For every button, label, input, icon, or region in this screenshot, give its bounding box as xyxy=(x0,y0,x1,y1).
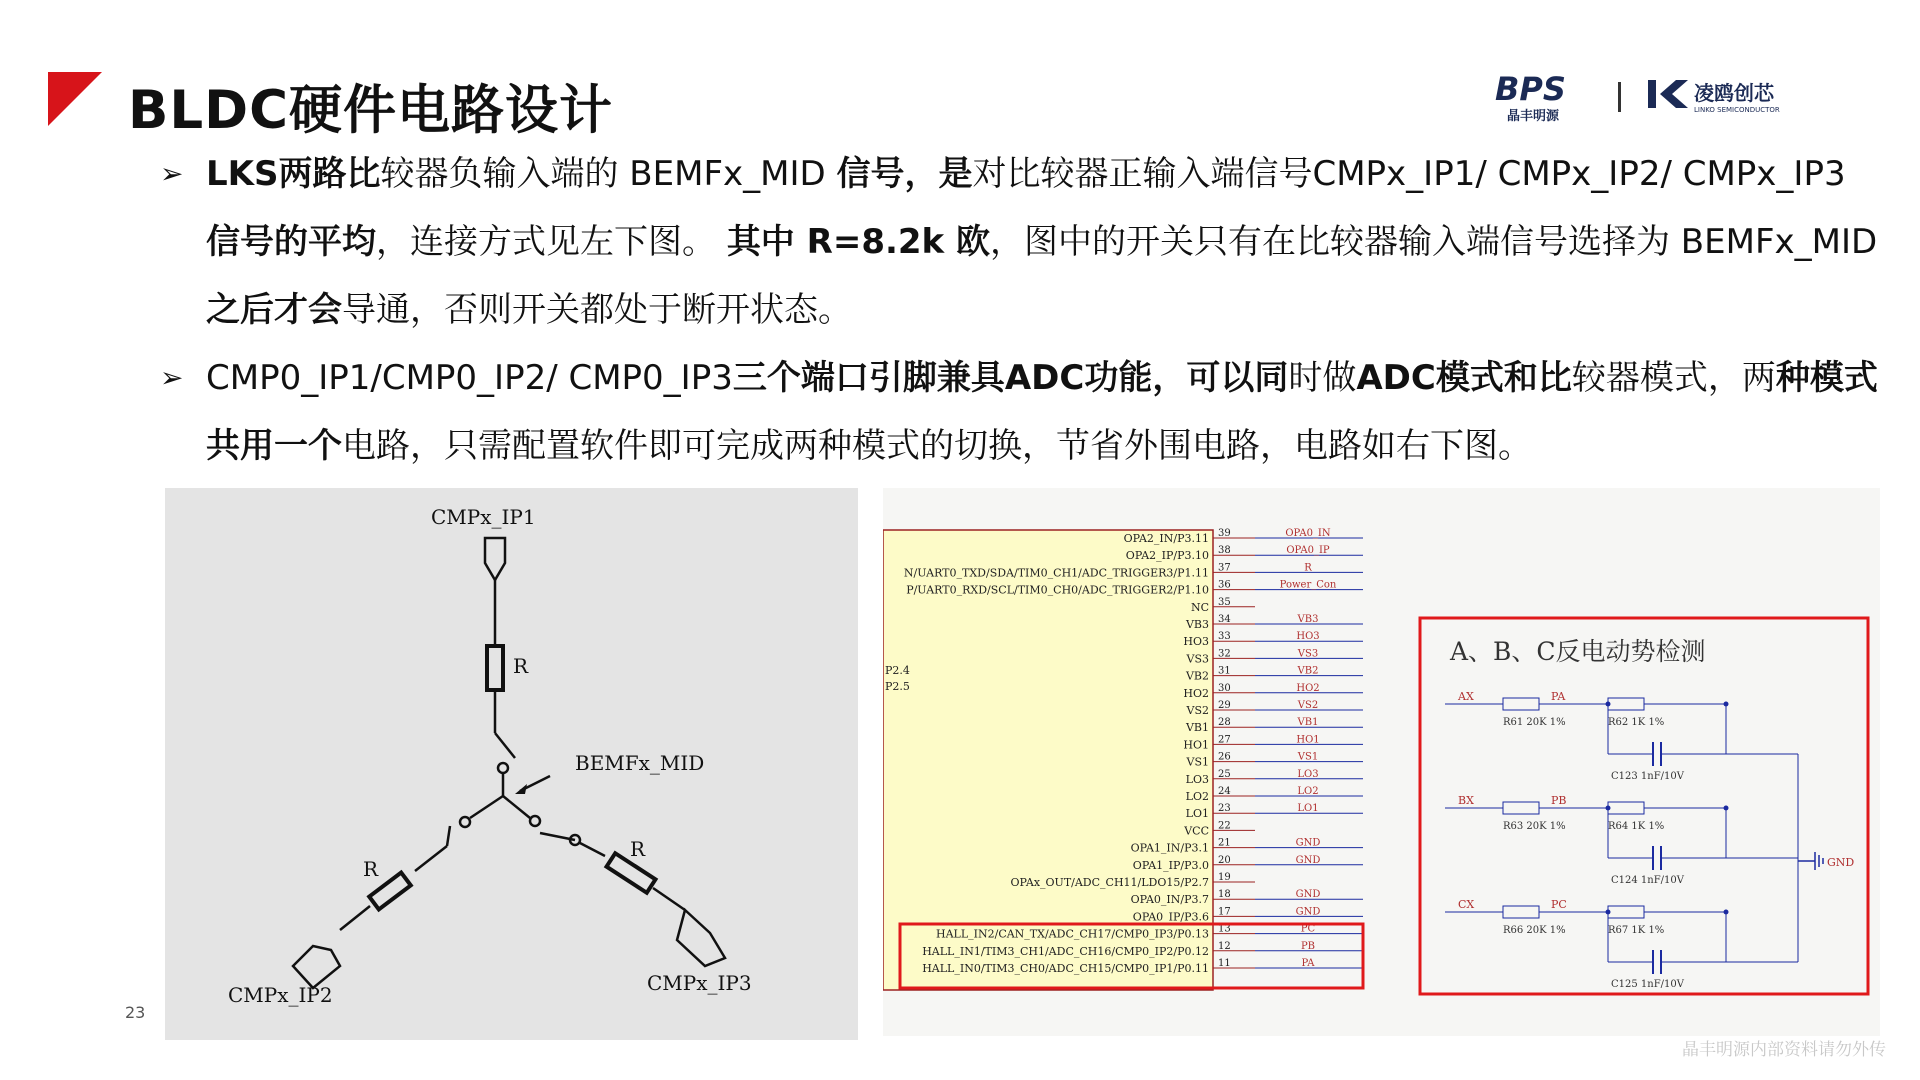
net-label: GND xyxy=(1295,889,1321,901)
pin-number: 23 xyxy=(1218,803,1231,815)
bullet-2 xyxy=(160,344,1880,480)
pin-label: VCC xyxy=(1184,824,1209,838)
resistor-1k xyxy=(1608,698,1644,710)
pin-label: NC xyxy=(1190,600,1209,614)
pin-number: 36 xyxy=(1218,579,1231,591)
junction-dot xyxy=(1606,806,1611,811)
junction-dot xyxy=(1724,910,1729,915)
pin-number: 32 xyxy=(1218,648,1231,660)
resistor-1k xyxy=(1608,802,1644,814)
net-label: PA xyxy=(1301,958,1315,969)
resistor-top xyxy=(487,646,503,690)
junction-dot xyxy=(1724,806,1729,811)
label-cmpx-ip1: CMPx_IP1 xyxy=(431,505,536,529)
net-label: GND xyxy=(1295,906,1321,918)
pin-number: 30 xyxy=(1218,682,1231,694)
capacitor-label: C124 1nF/10V xyxy=(1611,875,1684,886)
bemf-input-label: BX xyxy=(1458,794,1474,807)
net-label: GND xyxy=(1295,854,1321,866)
net-label: LO2 xyxy=(1297,786,1319,797)
net-label: PC xyxy=(1300,923,1316,935)
bps-logo xyxy=(1493,70,1603,126)
svg-text:LINKO SEMICONDUCTOR: LINKO SEMICONDUCTOR xyxy=(1694,106,1780,114)
bullet-1-text: LKS两路比较器负输入端的 BEMFx_MID 信号，是对比较器正输入端信号CMPx_IP1/ CMPx_IP2/ CMPx_IP3 信号的平均，连接方式见左下图。 其中 R=8.2k 欧，图中的开关只有在比较器输入端信号选择为 BEMFx_MID 之后才会导通，否则开关都处于断开状态。 xyxy=(206,154,1878,330)
bullet-list xyxy=(160,140,1880,480)
pin-number: 17 xyxy=(1218,906,1231,918)
bemf-net-label: PC xyxy=(1551,898,1567,911)
label-r-right: R xyxy=(630,837,646,861)
resistor-1k-label: R62 1K 1% xyxy=(1608,717,1665,728)
pin-label: HO1 xyxy=(1183,738,1209,752)
net-label: VS2 xyxy=(1297,700,1319,711)
svg-text:BPS: BPS xyxy=(1495,70,1566,108)
resistor-20k-label: R66 20K 1% xyxy=(1503,925,1566,936)
net-label: OPA0_IN xyxy=(1285,528,1331,539)
pin-number: 21 xyxy=(1218,837,1231,849)
pin-label: OPA0_IN/P3.7 xyxy=(1130,893,1209,907)
arrow-bullet-icon: ➢ xyxy=(160,157,184,190)
page-number: 23 xyxy=(125,1003,146,1022)
pin-label: OPA2_IP/P3.10 xyxy=(1125,549,1209,563)
ip3-connector xyxy=(677,910,725,966)
bemf-net-label: PA xyxy=(1551,690,1566,703)
switch-right xyxy=(540,833,575,840)
side-label-p24: P2.4 xyxy=(885,664,910,677)
pin-number: 37 xyxy=(1218,562,1231,574)
svg-text:晶丰明源: 晶丰明源 xyxy=(1507,109,1560,124)
label-bemfx-mid: BEMFx_MID xyxy=(575,751,705,775)
capacitor-label: C123 1nF/10V xyxy=(1611,771,1684,782)
ip1-connector xyxy=(485,538,505,580)
pin-number: 18 xyxy=(1218,889,1231,901)
net-label: VB3 xyxy=(1297,614,1319,625)
net-label: LO1 xyxy=(1297,803,1319,815)
lks-logo xyxy=(1648,78,1818,118)
net-label: LO3 xyxy=(1297,768,1319,780)
pin-number: 28 xyxy=(1218,717,1231,729)
gnd-symbol xyxy=(1798,852,1823,870)
pin-label: N/UART0_TXD/SDA/TIM0_CH1/ADC_TRIGGER3/P1.11 xyxy=(903,566,1209,580)
capacitor-label: C125 1nF/10V xyxy=(1611,979,1684,990)
resistor-20k-label: R63 20K 1% xyxy=(1503,821,1566,832)
resistor-1k xyxy=(1608,906,1644,918)
pin-label: VB1 xyxy=(1185,721,1209,735)
pin-number: 22 xyxy=(1218,820,1231,832)
schematic-figure xyxy=(883,488,1880,1036)
pin-label: OPA1_IN/P3.1 xyxy=(1130,841,1209,855)
pin-label: HALL_IN1/TIM3_CH1/ADC_CH16/CMP0_IP2/P0.12 xyxy=(922,944,1209,958)
pin-label: HO2 xyxy=(1183,686,1209,700)
ip2-connector xyxy=(293,946,340,988)
pin-number: 20 xyxy=(1218,854,1231,866)
bemf-net-label: PB xyxy=(1551,794,1567,807)
net-label: Power_Con xyxy=(1279,579,1337,591)
svg-text:凌鸥创芯: 凌鸥创芯 xyxy=(1694,81,1774,105)
pin-label: VS3 xyxy=(1186,652,1209,666)
side-label-p25: P2.5 xyxy=(885,680,910,693)
resistor-20k xyxy=(1503,906,1539,918)
pin-label: OPA0_IP/P3.6 xyxy=(1132,910,1209,924)
resistor-20k xyxy=(1503,802,1539,814)
arrow-bullet-icon: ➢ xyxy=(160,361,184,394)
switch-left xyxy=(447,826,450,846)
net-label: GND xyxy=(1295,837,1321,849)
resistor-1k-label: R64 1K 1% xyxy=(1608,821,1665,832)
page-title: BLDC硬件电路设计 xyxy=(128,80,614,141)
junction-dot xyxy=(1724,702,1729,707)
logo-separator xyxy=(1618,82,1621,112)
pin-number: 13 xyxy=(1218,923,1231,935)
mcu-schematic xyxy=(883,488,1880,1036)
pin-label: HO3 xyxy=(1183,635,1209,649)
pin-label: VB2 xyxy=(1185,669,1209,683)
comparator-averaging-diagram xyxy=(165,488,858,1040)
pin-number: 35 xyxy=(1218,596,1231,608)
pin-label: VS2 xyxy=(1186,704,1209,717)
net-label: VS3 xyxy=(1297,648,1319,660)
net-label: R xyxy=(1304,562,1312,574)
bemf-title: A、B、C反电动势检测 xyxy=(1450,637,1706,666)
net-label: OPA0_IP xyxy=(1286,545,1330,557)
bullet-1 xyxy=(160,140,1880,344)
resistor-20k xyxy=(1503,698,1539,710)
net-label: PB xyxy=(1300,940,1316,952)
bullet-2-text: CMP0_IP1/CMP0_IP2/ CMP0_IP3三个端口引脚兼具ADC功能，可以同时做ADC模式和比较器模式，两种模式共用一个电路，只需配置软件即可完成两种模式的切换，节省外围电路，电路如右下图。 xyxy=(206,358,1878,466)
bemf-input-label: CX xyxy=(1458,898,1475,911)
pin-number: 25 xyxy=(1218,768,1231,780)
corner-accent-icon xyxy=(48,72,102,126)
label-r-left: R xyxy=(363,857,379,881)
net-label: HO2 xyxy=(1296,682,1320,694)
averaging-network-figure xyxy=(165,488,858,1040)
pin-number: 11 xyxy=(1218,958,1231,969)
label-cmpx-ip2: CMPx_IP2 xyxy=(228,983,333,1007)
switch-top xyxy=(495,733,515,758)
pin-label: VS1 xyxy=(1186,755,1209,769)
resistor-1k-label: R67 1K 1% xyxy=(1608,925,1665,936)
pin-label: HALL_IN2/CAN_TX/ADC_CH17/CMP0_IP3/P0.13 xyxy=(936,927,1209,941)
label-r-top: R xyxy=(513,654,529,678)
net-label: VB1 xyxy=(1297,717,1319,729)
pin-number: 31 xyxy=(1218,665,1231,677)
pin-number: 24 xyxy=(1218,786,1231,797)
pin-label: VB3 xyxy=(1185,618,1209,631)
pin-label: LO2 xyxy=(1185,790,1209,803)
label-cmpx-ip3: CMPx_IP3 xyxy=(647,971,752,995)
pin-label: HALL_IN0/TIM3_CH0/ADC_CH15/CMP0_IP1/P0.11 xyxy=(922,962,1209,975)
net-label: VB2 xyxy=(1297,665,1319,677)
junction-dot xyxy=(1606,910,1611,915)
pin-number: 27 xyxy=(1218,734,1231,746)
pin-label: LO1 xyxy=(1185,807,1209,821)
pin-number: 33 xyxy=(1218,631,1231,643)
gnd-label: GND xyxy=(1827,856,1855,869)
pin-number: 26 xyxy=(1218,751,1231,763)
pin-number: 19 xyxy=(1218,872,1231,883)
pin-label: OPA1_IP/P3.0 xyxy=(1132,858,1209,872)
pin-number: 38 xyxy=(1218,545,1231,557)
net-label: VS1 xyxy=(1297,751,1319,763)
net-label: HO3 xyxy=(1296,631,1320,643)
pin-number: 12 xyxy=(1218,940,1231,952)
footer-confidential-note: 晶丰明源内部资料请勿外传 xyxy=(1682,1040,1886,1060)
pin-number: 34 xyxy=(1218,614,1231,625)
pin-label: OPAx_OUT/ADC_CH11/LDO15/P2.7 xyxy=(1010,876,1209,889)
resistor-20k-label: R61 20K 1% xyxy=(1503,717,1566,728)
junction-dot xyxy=(1606,702,1611,707)
pin-label: LO3 xyxy=(1185,772,1209,786)
pin-label: P/UART0_RXD/SCL/TIM0_CH0/ADC_TRIGGER2/P1.10 xyxy=(906,583,1209,597)
pin-number: 29 xyxy=(1218,700,1231,711)
net-label: HO1 xyxy=(1296,734,1320,746)
bemf-input-label: AX xyxy=(1458,690,1474,703)
pin-number: 39 xyxy=(1218,528,1231,539)
pin-label: OPA2_IN/P3.11 xyxy=(1123,532,1209,545)
